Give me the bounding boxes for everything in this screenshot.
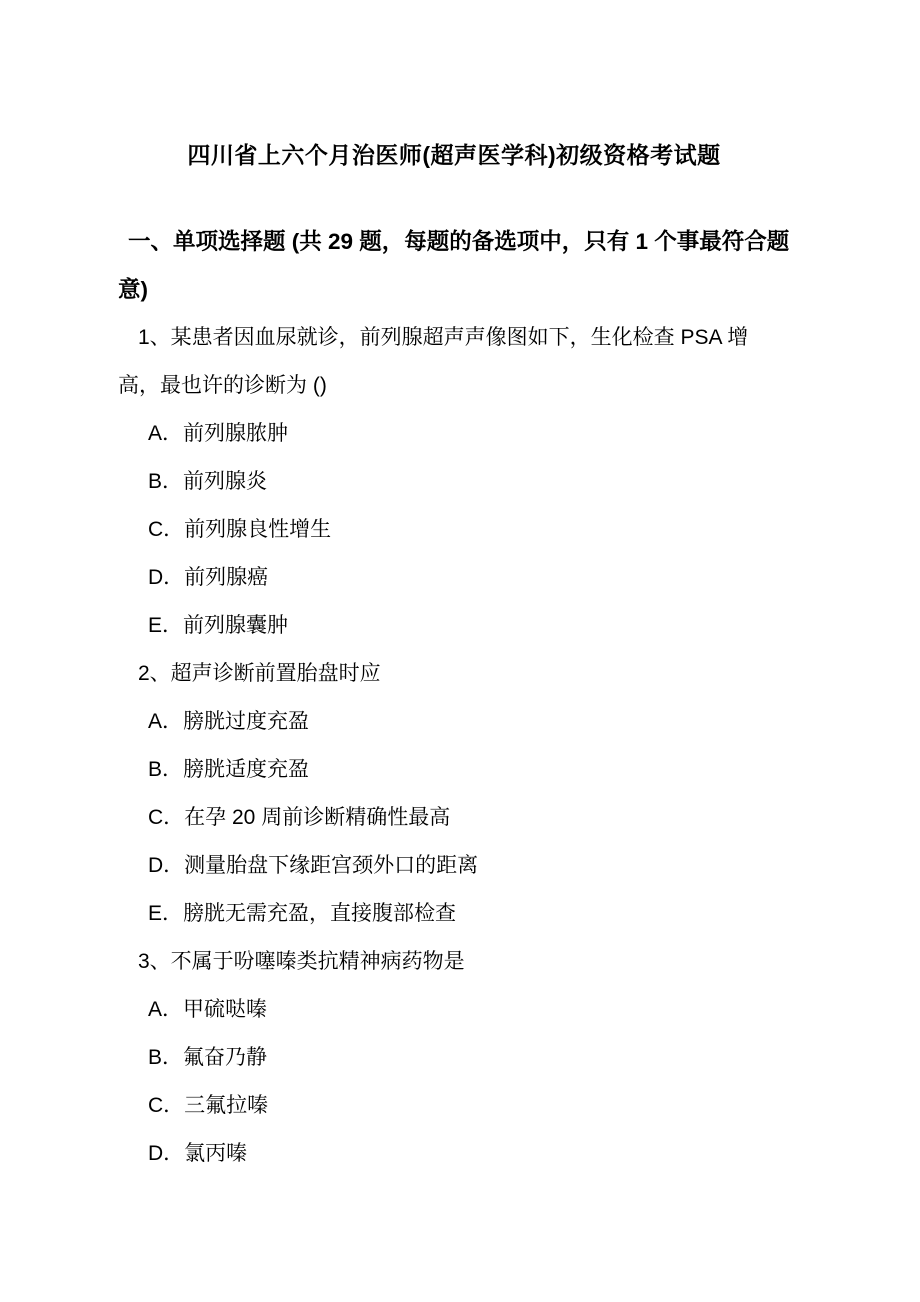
question-1-text: 1、某患者因血尿就诊，前列腺超声声像图如下，生化检查 PSA 增高，最也许的诊断为 () [118,326,749,397]
question-2-option-e: E．膀胱无需充盈，直接腹部检查 [148,902,457,925]
question-1-option-c: C．前列腺良性增生 [148,518,332,541]
question-2-option-b: B．膀胱适度充盈 [148,758,310,781]
question-2-option-c: C．在孕 20 周前诊断精确性最高 [148,806,451,829]
question-1-option-e: E．前列腺囊肿 [148,614,289,637]
section-header: 一、单项选择题 (共 29 题，每题的备选项中，只有 1 个事最符合题意) [118,229,790,302]
question-1-option-b: B．前列腺炎 [148,470,268,493]
question-3-option-b: B．氟奋乃静 [148,1046,268,1069]
question-2-text: 2、超声诊断前置胎盘时应 [138,662,381,685]
question-1-option-a: A．前列腺脓肿 [148,422,289,445]
question-3-option-a: A．甲硫哒嗪 [148,998,268,1021]
question-3-text: 3、不属于吩噻嗪类抗精神病药物是 [138,950,465,973]
question-2-option-a: A．膀胱过度充盈 [148,710,310,733]
question-2-option-d: D．测量胎盘下缘距宫颈外口的距离 [148,854,479,877]
question-1-option-d: D．前列腺癌 [148,566,269,589]
question-3-option-c: C．三氟拉嗪 [148,1094,269,1117]
page-title: 四川省上六个月治医师(超声医学科)初级资格考试题 [187,142,721,168]
question-3-option-d: D．氯丙嗪 [148,1142,248,1165]
